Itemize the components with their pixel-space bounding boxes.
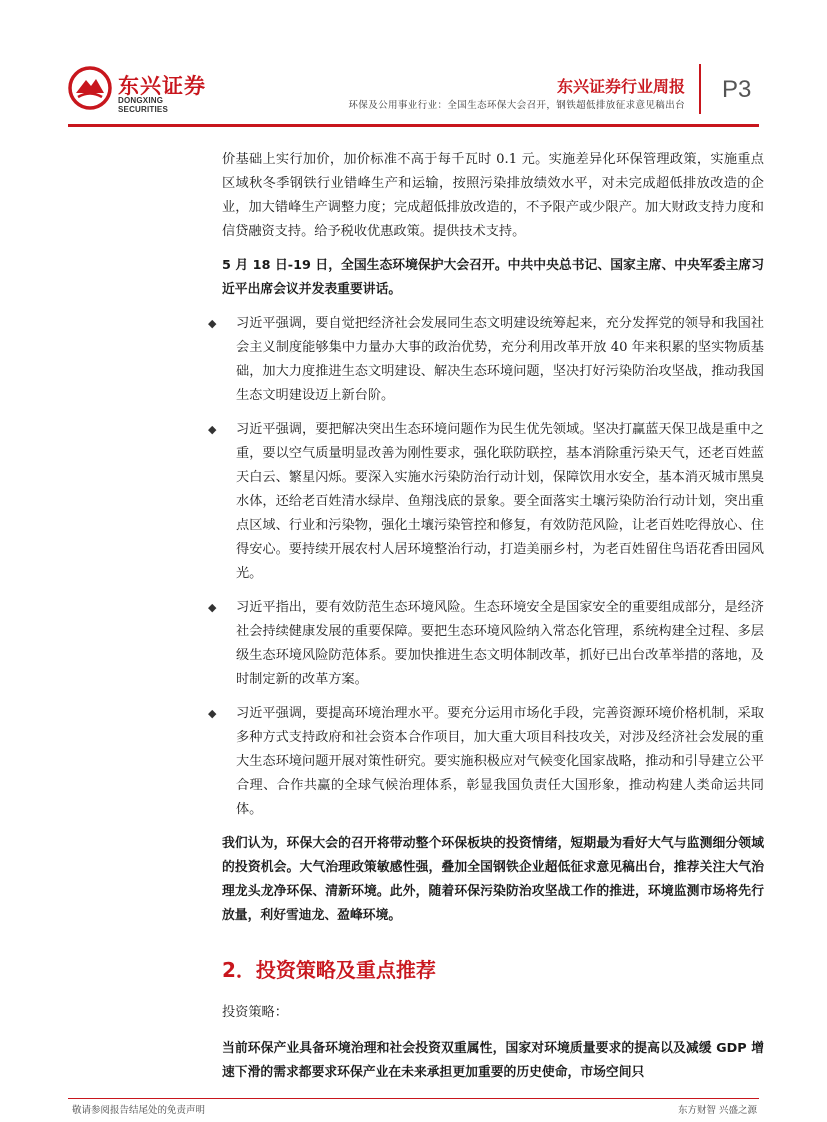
- footer-rule: [68, 1098, 759, 1099]
- bullet-text: 习近平强调，要提高环境治理水平。要充分运用市场化手段，完善资源环境价格机制，采取多种方式支持政府和社会资本合作项目，加大重大项目科技攻关，对涉及经济社会发展的重大生态环境问题开展对策性研究。要实施积极应对气候变化国家战略，推动和引导建立公平合理、合作共赢的全球气候治理体系，彰显我国负责任大国形象，推动构建人类命运共同体。: [236, 706, 764, 817]
- header-rule: [68, 124, 759, 127]
- strategy-label: 投资策略：: [222, 1005, 288, 1020]
- footer-slogan: 东方财智 兴盛之源: [677, 1105, 757, 1116]
- bullet-text: 习近平强调，要把解决突出生态环境问题作为民生优先领域。坚决打赢蓝天保卫战是重中之重，要以空气质量明显改善为刚性要求，强化联防联控，基本消除重污染天气，还老百姓蓝天白云、繁星闪烁。要深入实施水污染防治行动计划，保障饮用水安全，基本消灭城市黑臭水体，还给老百姓清水绿岸、鱼翔浅底的景象。要全面落实土壤污染防治行动计划，突出重点区域、行业和污染物，强化土壤污染管控和修复，有效防范风险，让老百姓吃得放心、住得安心。要持续开展农村人居环境整治行动，打造美丽乡村，为老百姓留住鸟语花香田园风光。: [236, 422, 764, 581]
- main-content: [208, 148, 764, 1095]
- paragraph-strategy: 当前环保产业具备环境治理和社会投资双重属性，国家对环境质量要求的提高以及减缓 GDP 增速下滑的需求都要求环保产业在未来承担更加重要的历史使命，市场空间只: [222, 1041, 764, 1080]
- footer-disclaimer: 敬请参阅报告结尾处的免责声明: [72, 1105, 206, 1116]
- logo-text-cn: 东兴证券: [118, 74, 206, 98]
- diamond-bullet-icon: ◆: [208, 423, 217, 436]
- paragraph-meeting: 5 月 18 日-19 日，全国生态环境保护大会召开。中共中央总书记、国家主席、中央军委主席习近平出席会议并发表重要讲话。: [222, 258, 764, 297]
- bullet-item: [208, 702, 764, 822]
- paragraph-continued: 价基础上实行加价，加价标准不高于每千瓦时 0.1 元。实施差异化环保管理政策，实施重点区域秋冬季钢铁行业错峰生产和运输，按照污染排放绩效水平，对未完成超低排放改造的企业，加大错峰生产调整力度；完成超低排放改造的，不予限产或少限产。加大财政支持力度和信贷融资支持。给予税收优惠政策。提供技术支持。: [222, 152, 764, 239]
- dongxing-logo-icon: [68, 66, 112, 110]
- report-title: 东兴证券行业周报: [556, 77, 685, 96]
- logo-text-en: DONGXING SECURITIES: [118, 96, 169, 114]
- bullet-text: 习近平指出，要有效防范生态环境风险。生态环境安全是国家安全的重要组成部分，是经济社会持续健康发展的重要保障。要把生态环境风险纳入常态化管理，系统构建全过程、多层级生态环境风险防范体系。要加快推进生态文明体制改革，抓好已出台改革举措的落地，及时制定新的改革方案。: [236, 600, 764, 687]
- bullet-text: 习近平强调，要自觉把经济社会发展同生态文明建设统筹起来，充分发挥党的领导和我国社会主义制度能够集中力量办大事的政治优势，充分利用改革开放 40 年来积累的坚实物质基础，加大力度推进生态文明建设、解决生态环境问题，坚决打好污染防治攻坚战，推动我国生态文明建设迈上新台阶。: [236, 316, 764, 403]
- bullet-item: [208, 596, 764, 692]
- bullet-item: [208, 312, 764, 408]
- bullet-item: [208, 418, 764, 586]
- diamond-bullet-icon: ◆: [208, 317, 217, 330]
- report-subtitle: 环保及公用事业行业：全国生态环保大会召开，钢铁超低排放征求意见稿出台: [348, 100, 685, 111]
- paragraph-view: 我们认为，环保大会的召开将带动整个环保板块的投资情绪，短期最为看好大气与监测细分领域的投资机会。大气治理政策敏感性强，叠加全国钢铁企业超低征求意见稿出台，推荐关注大气治理龙头龙净环保、清新环境。此外，随着环保污染防治攻坚战工作的推进，环境监测市场将先行放量，利好雪迪龙、盈峰环境。: [222, 836, 764, 923]
- page-number: P3: [722, 76, 752, 103]
- section-heading: 2．投资策略及重点推荐: [222, 958, 436, 982]
- header-divider: [699, 64, 701, 114]
- company-logo: [68, 66, 208, 114]
- page-header: [0, 0, 827, 130]
- diamond-bullet-icon: ◆: [208, 707, 217, 720]
- diamond-bullet-icon: ◆: [208, 601, 217, 614]
